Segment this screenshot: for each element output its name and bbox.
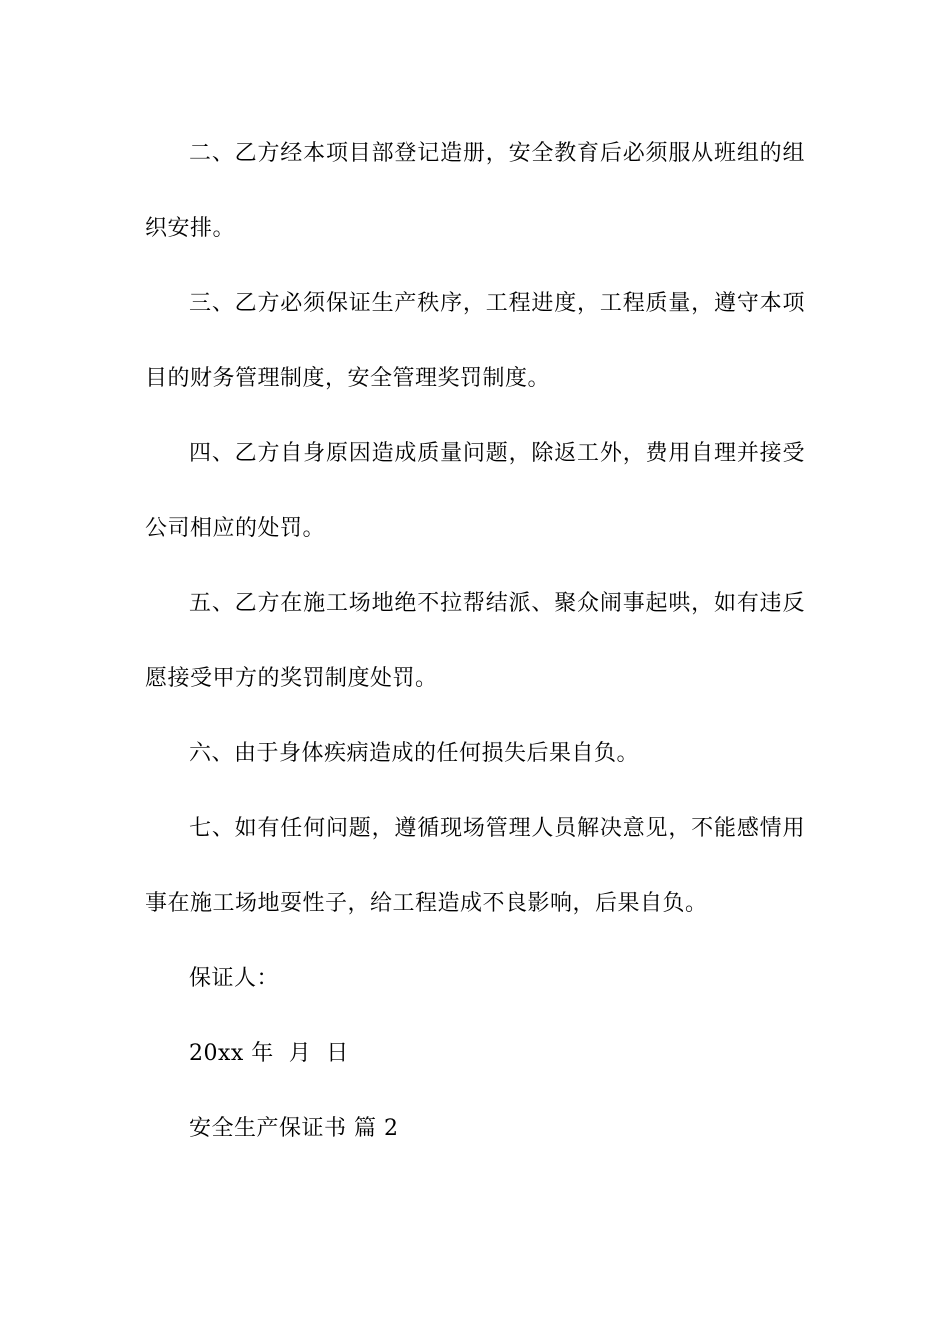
date-line: 20xx 年 月 日	[189, 1041, 349, 1066]
paragraph-4: 四、乙方自身原因造成质量问题，除返工外，费用自理并接受公司相应的处罚。	[145, 441, 805, 541]
guarantor-label: 保证人：	[189, 966, 280, 991]
paragraph-7: 七、如有任何问题，遵循现场管理人员解决意见，不能感情用事在施工场地耍性子，给工程造成不良影响，后果自负。	[145, 816, 805, 916]
paragraph-6: 六、由于身体疾病造成的任何损失后果自负。	[189, 741, 640, 766]
paragraph-2: 二、乙方经本项目部登记造册，安全教育后必须服从班组的组织安排。	[145, 141, 805, 241]
paragraph-5: 五、乙方在施工场地绝不拉帮结派、聚众闹事起哄，如有违反愿接受甲方的奖罚制度处罚。	[145, 591, 805, 691]
document-body	[145, 116, 805, 1166]
paragraph-3: 三、乙方必须保证生产秩序，工程进度，工程质量，遵守本项目的财务管理制度，安全管理奖罚制度。	[145, 291, 805, 391]
section-title: 安全生产保证书 篇 2	[189, 1116, 399, 1141]
